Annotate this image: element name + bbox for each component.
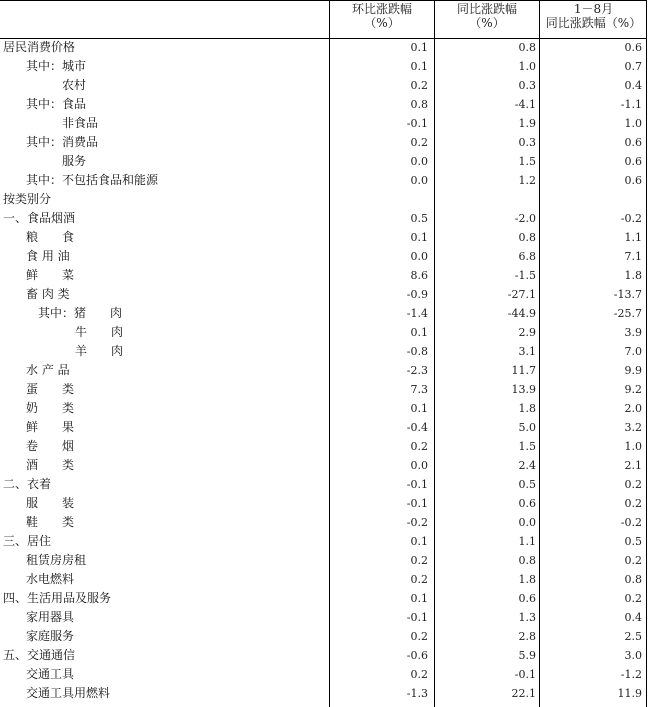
row-label: 居民消费价格	[3, 40, 76, 54]
row-label: 畜 肉 类	[26, 287, 70, 301]
year-on-year-value: 0.6	[518, 592, 536, 605]
year-on-year-value: -2.0	[514, 212, 536, 225]
table-row	[0, 76, 649, 95]
table-row	[0, 684, 649, 703]
month-on-month-value: 0.2	[410, 79, 428, 92]
row-label: 其中：城市	[26, 59, 87, 73]
table-row	[0, 532, 649, 551]
row-label: 粮 食	[26, 230, 75, 244]
row-label: 水 产 品	[26, 363, 70, 377]
table-row	[0, 475, 649, 494]
year-on-year-value: 5.9	[518, 649, 536, 662]
month-on-month-value: -2.3	[406, 364, 428, 377]
month-on-month-value: 0.2	[410, 136, 428, 149]
ytd-year-on-year-value: -0.2	[620, 212, 642, 225]
table-row	[0, 513, 649, 532]
row-label: 农村	[62, 78, 87, 92]
ytd-year-on-year-value: 2.0	[624, 402, 642, 415]
table-row	[0, 57, 649, 76]
month-on-month-value: 0.0	[410, 174, 428, 187]
year-on-year-value: 1.9	[518, 117, 536, 130]
month-on-month-value: -0.6	[406, 649, 428, 662]
month-on-month-value: 0.2	[410, 630, 428, 643]
month-on-month-value: 0.1	[410, 402, 428, 415]
header-col-yoy-unit: （%）	[469, 16, 505, 30]
table-row	[0, 171, 649, 190]
year-on-year-value: 1.2	[518, 174, 536, 187]
table-row	[0, 266, 649, 285]
table-row	[0, 456, 649, 475]
row-label: 牛 肉	[75, 325, 124, 339]
year-on-year-value: 2.9	[518, 326, 536, 339]
month-on-month-value: 0.1	[410, 535, 428, 548]
month-on-month-value: 0.0	[410, 250, 428, 263]
month-on-month-value: -0.8	[406, 345, 428, 358]
year-on-year-value: 1.3	[518, 611, 536, 624]
month-on-month-value: -0.2	[406, 516, 428, 529]
year-on-year-value: -0.1	[514, 668, 536, 681]
ytd-year-on-year-value: 9.2	[624, 383, 642, 396]
month-on-month-value: 0.0	[410, 155, 428, 168]
row-label: 租赁房房租	[26, 553, 87, 567]
ytd-year-on-year-value: 1.1	[624, 231, 642, 244]
row-label: 交通工具用燃料	[26, 686, 111, 700]
month-on-month-value: 0.2	[410, 573, 428, 586]
month-on-month-value: 0.1	[410, 41, 428, 54]
year-on-year-value: 0.8	[518, 231, 536, 244]
year-on-year-value: 0.8	[518, 41, 536, 54]
row-label: 按类别分	[3, 192, 52, 206]
table-row	[0, 646, 649, 665]
header-col-ytd-title: 同比涨跌幅（%）	[545, 16, 642, 30]
top-border	[0, 0, 647, 1]
month-on-month-value: -0.1	[406, 497, 428, 510]
ytd-year-on-year-value: 0.5	[624, 535, 642, 548]
row-label: 羊 肉	[75, 344, 124, 358]
row-label: 卷 烟	[26, 439, 75, 453]
ytd-year-on-year-value: 1.0	[624, 117, 642, 130]
row-label: 其中：猪 肉	[38, 306, 123, 320]
row-label: 鞋 类	[26, 515, 75, 529]
month-on-month-value: 0.0	[410, 459, 428, 472]
table-row	[0, 152, 649, 171]
ytd-year-on-year-value: 0.2	[624, 554, 642, 567]
ytd-year-on-year-value: 0.6	[624, 174, 642, 187]
ytd-year-on-year-value: 2.1	[624, 459, 642, 472]
year-on-year-value: 1.5	[518, 155, 536, 168]
table-row	[0, 608, 649, 627]
table-row	[0, 570, 649, 589]
month-on-month-value: 0.2	[410, 440, 428, 453]
table-row	[0, 494, 649, 513]
table-row	[0, 551, 649, 570]
row-label: 水电燃料	[26, 572, 75, 586]
table-row	[0, 114, 649, 133]
year-on-year-value: 1.1	[518, 535, 536, 548]
ytd-year-on-year-value: 0.6	[624, 155, 642, 168]
row-label: 非食品	[62, 116, 99, 130]
row-label: 鲜 果	[26, 420, 75, 434]
ytd-year-on-year-value: 7.0	[624, 345, 642, 358]
table-row	[0, 247, 649, 266]
row-label: 奶 类	[26, 401, 75, 415]
table-row	[0, 418, 649, 437]
month-on-month-value: -0.1	[406, 117, 428, 130]
header-col-ytd	[540, 2, 647, 30]
row-label: 服务	[62, 154, 87, 168]
row-label: 四、生活用品及服务	[3, 591, 112, 605]
table-row	[0, 380, 649, 399]
table-row	[0, 665, 649, 684]
header-col-mom-unit: （%）	[364, 16, 400, 30]
year-on-year-value: 1.5	[518, 440, 536, 453]
table-row	[0, 323, 649, 342]
month-on-month-value: -0.4	[406, 421, 428, 434]
table-row	[0, 627, 649, 646]
table-row	[0, 133, 649, 152]
year-on-year-value: 0.3	[518, 79, 536, 92]
table-row	[0, 437, 649, 456]
year-on-year-value: -4.1	[514, 98, 536, 111]
year-on-year-value: -1.5	[514, 269, 536, 282]
year-on-year-value: 2.8	[518, 630, 536, 643]
month-on-month-value: 0.1	[410, 60, 428, 73]
header-col-yoy	[435, 2, 539, 30]
month-on-month-value: 0.1	[410, 592, 428, 605]
row-label: 食 用 油	[26, 249, 70, 263]
ytd-year-on-year-value: 2.5	[624, 630, 642, 643]
month-on-month-value: 8.6	[410, 269, 428, 282]
month-on-month-value: -0.1	[406, 478, 428, 491]
year-on-year-value: 0.8	[518, 554, 536, 567]
row-label: 酒 类	[26, 458, 75, 472]
ytd-year-on-year-value: 0.2	[624, 497, 642, 510]
table-row	[0, 285, 649, 304]
ytd-year-on-year-value: -1.2	[620, 668, 642, 681]
row-label: 服 装	[26, 496, 75, 510]
ytd-year-on-year-value: 9.9	[624, 364, 642, 377]
row-label: 一、食品烟酒	[3, 211, 76, 225]
month-on-month-value: 0.1	[410, 326, 428, 339]
ytd-year-on-year-value: 1.0	[624, 440, 642, 453]
ytd-year-on-year-value: 0.4	[624, 79, 642, 92]
month-on-month-value: -0.1	[406, 611, 428, 624]
ytd-year-on-year-value: -13.7	[613, 288, 642, 301]
year-on-year-value: 0.3	[518, 136, 536, 149]
table-row	[0, 228, 649, 247]
month-on-month-value: 0.2	[410, 554, 428, 567]
year-on-year-value: 1.8	[518, 402, 536, 415]
year-on-year-value: 0.5	[518, 478, 536, 491]
ytd-year-on-year-value: 0.2	[624, 592, 642, 605]
ytd-year-on-year-value: 7.1	[624, 250, 642, 263]
year-on-year-value: -27.1	[507, 288, 536, 301]
ytd-year-on-year-value: 3.2	[624, 421, 642, 434]
table-row	[0, 361, 649, 380]
row-label: 蛋 类	[26, 382, 75, 396]
year-on-year-value: 5.0	[518, 421, 536, 434]
row-label: 三、居住	[3, 534, 52, 548]
row-label: 家用器具	[26, 610, 75, 624]
row-label: 其中：不包括食品和能源	[26, 173, 159, 187]
table-row	[0, 190, 649, 209]
year-on-year-value: 1.0	[518, 60, 536, 73]
table-row	[0, 209, 649, 228]
year-on-year-value: 22.1	[511, 687, 536, 700]
ytd-year-on-year-value: 0.6	[624, 41, 642, 54]
year-on-year-value: 6.8	[518, 250, 536, 263]
table-row	[0, 38, 649, 57]
ytd-year-on-year-value: 0.7	[624, 60, 642, 73]
year-on-year-value: 0.6	[518, 497, 536, 510]
month-on-month-value: -1.4	[406, 307, 428, 320]
row-label: 鲜 菜	[26, 268, 75, 282]
ytd-year-on-year-value: -1.1	[620, 98, 642, 111]
year-on-year-value: 2.4	[518, 459, 536, 472]
ytd-year-on-year-value: 11.9	[617, 687, 642, 700]
ytd-year-on-year-value: -0.2	[620, 516, 642, 529]
ytd-year-on-year-value: 0.2	[624, 478, 642, 491]
header-col-yoy-title: 同比涨跌幅	[456, 2, 517, 16]
row-label: 五、交通通信	[3, 648, 76, 662]
month-on-month-value: -1.3	[406, 687, 428, 700]
row-label: 其中：消费品	[26, 135, 99, 149]
ytd-year-on-year-value: -25.7	[613, 307, 642, 320]
table-row	[0, 589, 649, 608]
table-row	[0, 95, 649, 114]
row-label: 二、衣着	[3, 477, 52, 491]
ytd-year-on-year-value: 3.0	[624, 649, 642, 662]
row-label: 交通工具	[26, 667, 75, 681]
table-row	[0, 399, 649, 418]
month-on-month-value: -0.9	[406, 288, 428, 301]
year-on-year-value: 3.1	[518, 345, 536, 358]
month-on-month-value: 7.3	[410, 383, 428, 396]
year-on-year-value: 0.0	[518, 516, 536, 529]
header-col-mom-title: 环比涨跌幅	[351, 2, 412, 16]
row-label: 家庭服务	[26, 629, 75, 643]
year-on-year-value: -44.9	[507, 307, 536, 320]
header-col-mom	[330, 2, 434, 30]
ytd-year-on-year-value: 0.8	[624, 573, 642, 586]
year-on-year-value: 13.9	[511, 383, 536, 396]
year-on-year-value: 1.8	[518, 573, 536, 586]
month-on-month-value: 0.5	[410, 212, 428, 225]
table-row	[0, 342, 649, 361]
ytd-year-on-year-value: 1.8	[624, 269, 642, 282]
row-label: 其中：食品	[26, 97, 87, 111]
month-on-month-value: 0.1	[410, 231, 428, 244]
month-on-month-value: 0.8	[410, 98, 428, 111]
year-on-year-value: 11.7	[511, 364, 536, 377]
month-on-month-value: 0.2	[410, 668, 428, 681]
ytd-year-on-year-value: 0.6	[624, 136, 642, 149]
table-row	[0, 304, 649, 323]
ytd-year-on-year-value: 0.4	[624, 611, 642, 624]
header-col-ytd-period: 1－8月	[573, 2, 614, 16]
ytd-year-on-year-value: 3.9	[624, 326, 642, 339]
